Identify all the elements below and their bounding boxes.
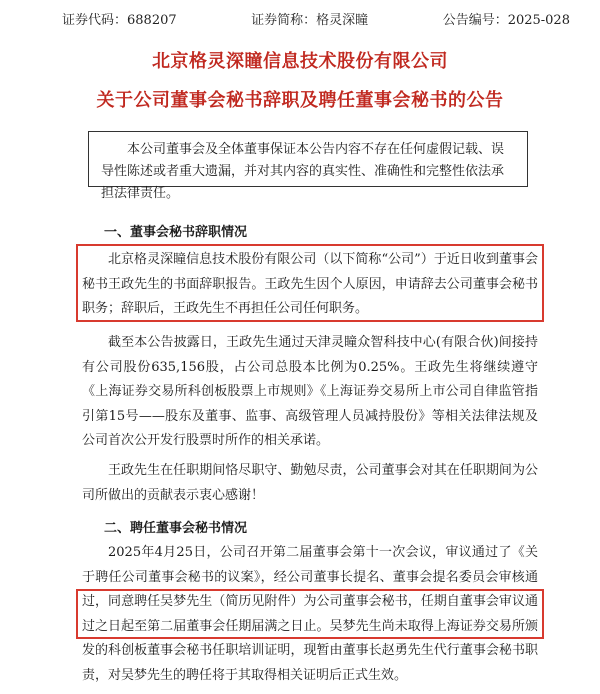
disclaimer-box: 本公司董事会及全体董事保证本公告内容不存在任何虚假记载、误导性陈述或者重大遗漏，并对其内容的真实性、准确性和完整性依法承担法律责任。 xyxy=(88,131,528,187)
section-heading-appointment: 二、聘任董事会秘书情况 xyxy=(104,521,248,536)
section-heading-resignation: 一、董事会秘书辞职情况 xyxy=(104,225,248,240)
paragraph-appointment: 2025年4月25日，公司召开第二届董事会第十一次会议，审议通过了《关于聘任公司董事会秘书的议案》，经公司董事长提名、董事会提名委员会审核通过，同意聘任吴梦先生（简历见附件）为公司董事会秘书，任期自董事会审议通过之日起至第二届董事会任期届满之日止。吴梦先生尚未取得上海证券交易所颁发的科创板董事会秘书任职培训证明，现暂由董事长赵勇先生代行董事会秘书职责，对吴梦先生的聘任将于其取得相关证明后正式生效。 xyxy=(82,545,538,683)
paragraph-shareholding: 截至本公告披露日，王政先生通过天津灵瞳众智科技中心(有限合伙)间接持有公司股份635,156股，占公司总股本比例为0.25%。王政先生将继续遵守《上海证券交易所科创板股票上市规则》《上海证券交易所上市公司自律监管指引第15号——股东及董事、监事、高级管理人员减持股份》等相关法律法规及公司首次公开发行股票时所作的相关承诺。 xyxy=(82,335,538,448)
document-header xyxy=(62,9,570,28)
company-title: 北京格灵深瞳信息技术股份有限公司 xyxy=(152,51,448,72)
announcement-number: 公告编号：2025-028 xyxy=(442,13,570,28)
paragraph-resignation: 北京格灵深瞳信息技术股份有限公司（以下简称“公司”）于近日收到董事会秘书王政先生的书面辞职报告。王政先生因个人原因，申请辞去公司董事会秘书职务；辞职后，王政先生不再担任公司任何职务。 xyxy=(82,252,538,316)
paragraph-thanks: 王政先生在任职期间恪尽职守、勤勉尽责，公司董事会对其在任职期间为公司所做出的贡献表示衷心感谢！ xyxy=(82,463,538,503)
security-abbreviation: 证券简称：格灵深瞳 xyxy=(251,13,369,28)
announcement-title: 关于公司董事会秘书辞职及聘任董事会秘书的公告 xyxy=(96,90,504,111)
security-code: 证券代码：688207 xyxy=(62,13,177,28)
